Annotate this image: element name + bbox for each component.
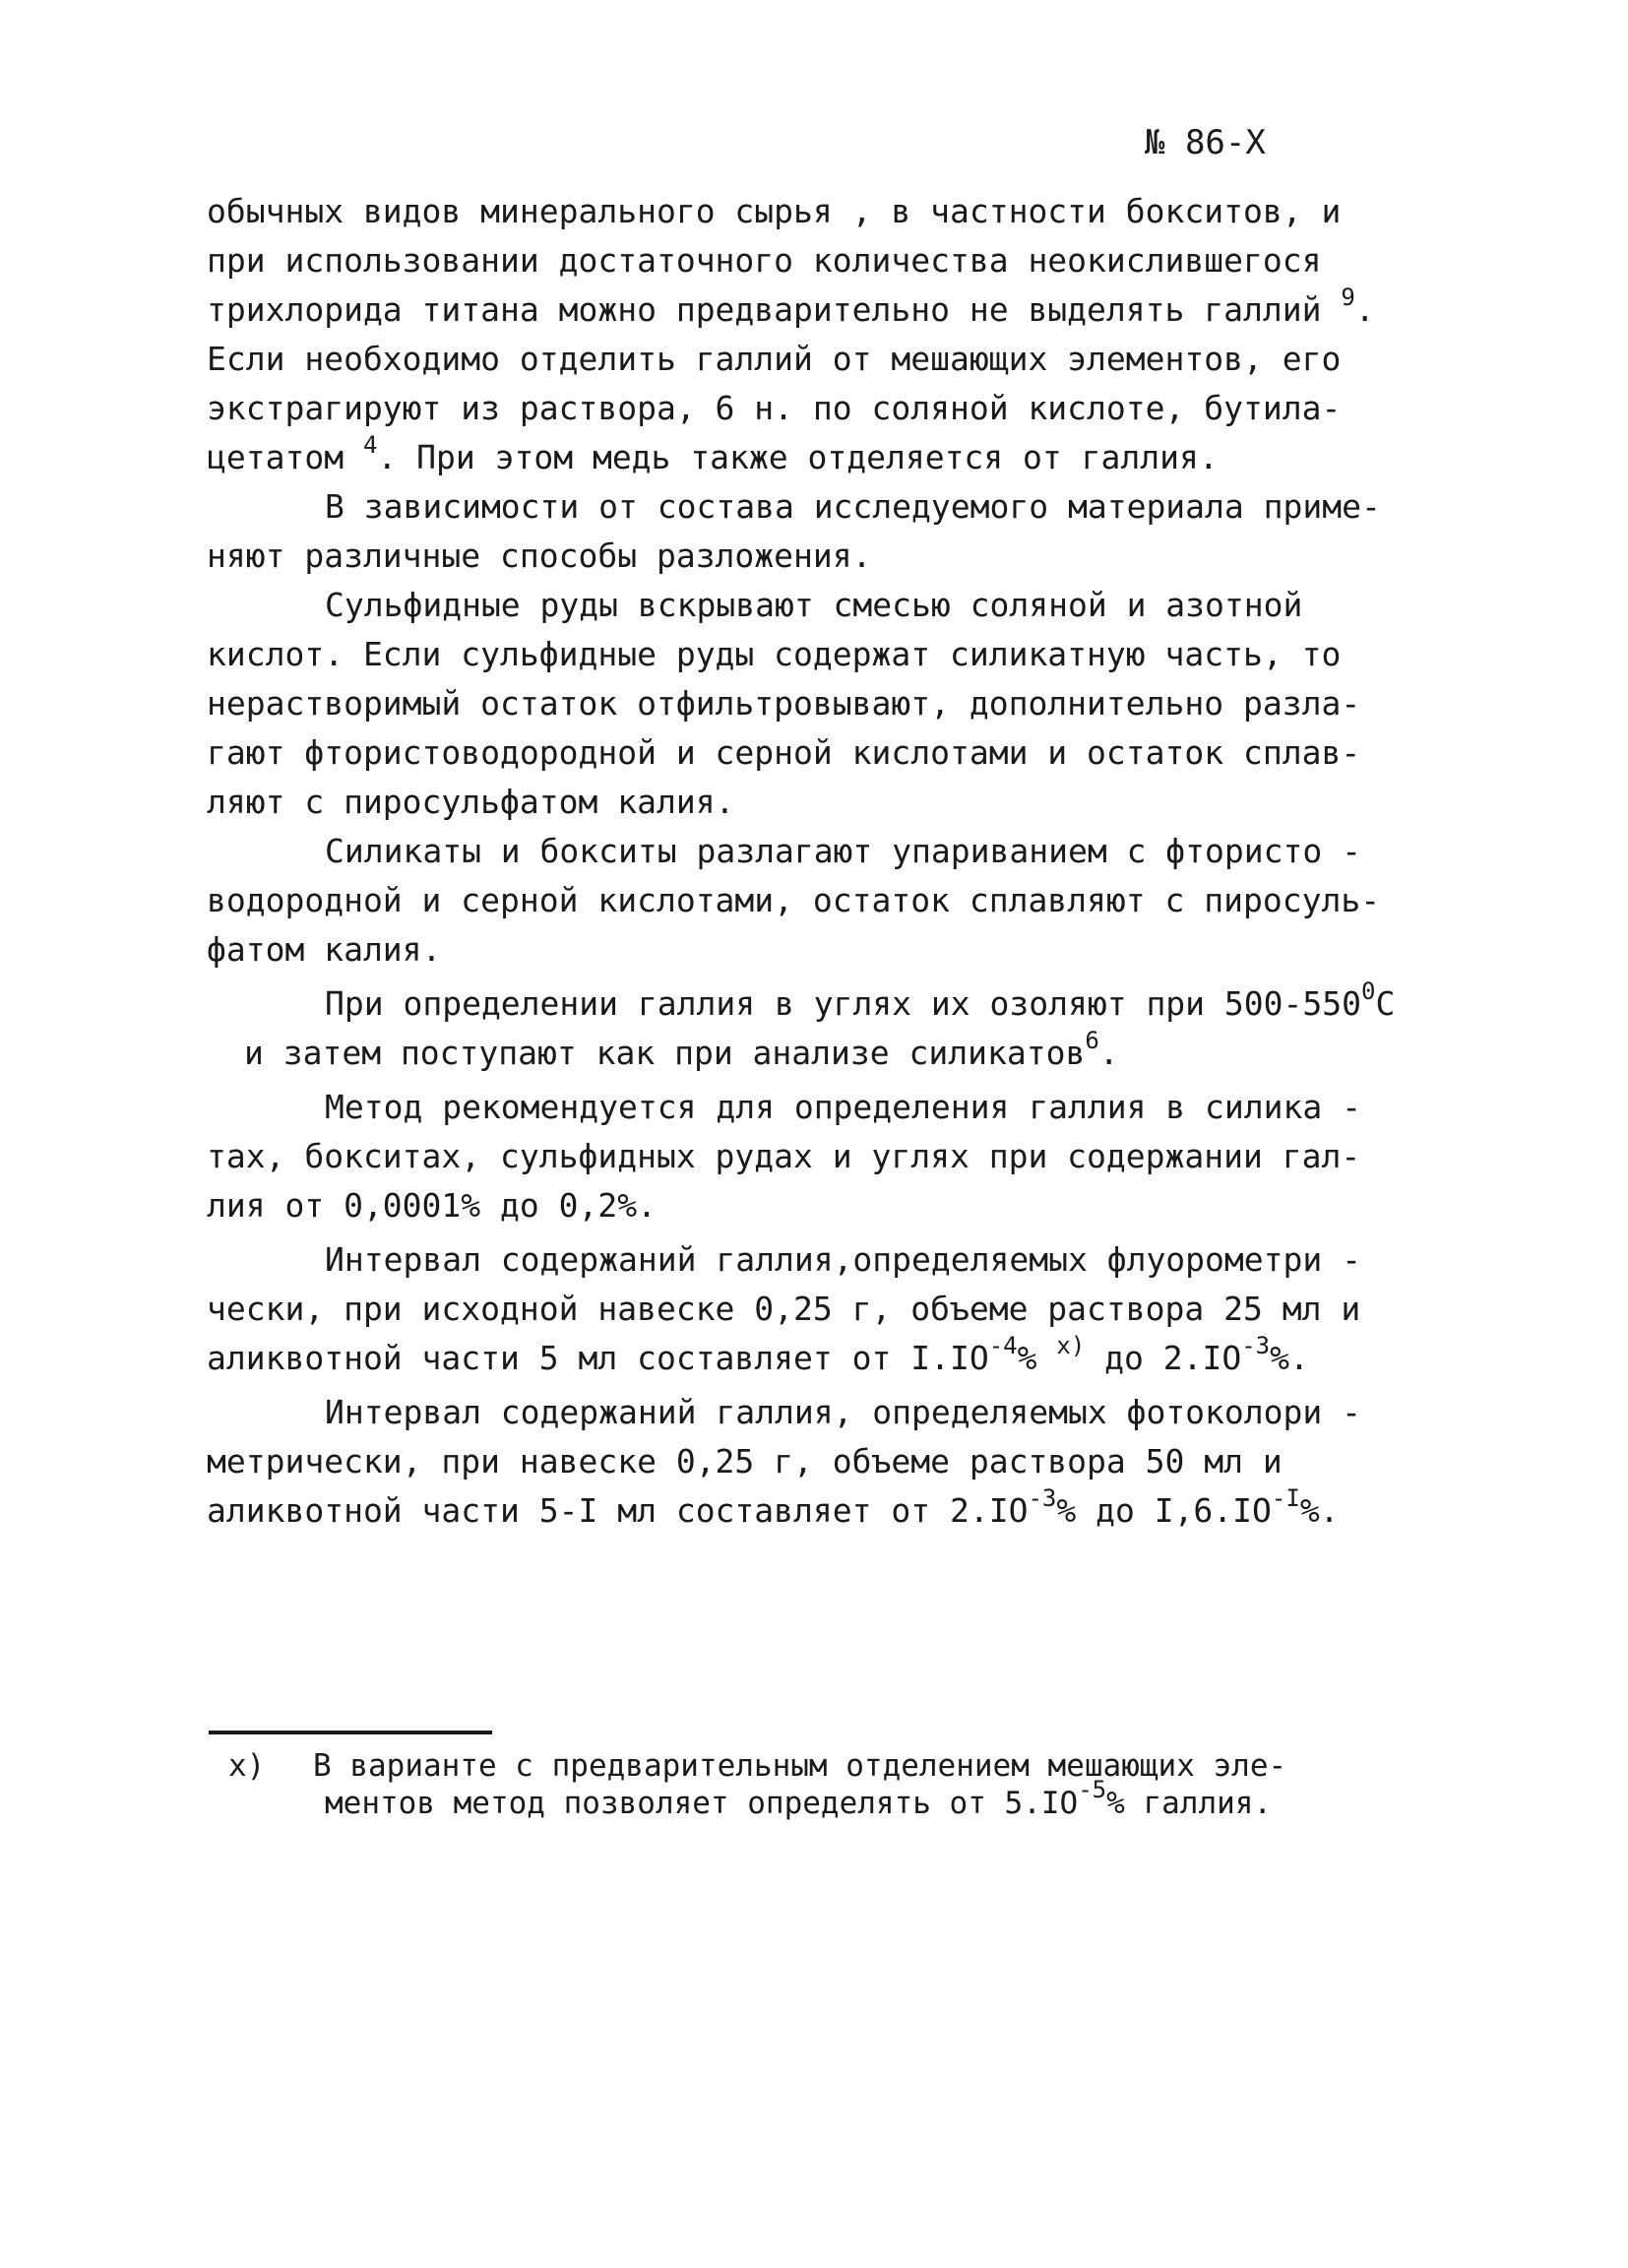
text-line: обычных видов минерального сырья , в частности бокситов, и: [207, 192, 1342, 230]
text-line: водородной и серной кислотами, остаток сплавляют с пиросуль-: [207, 881, 1381, 919]
text-line: При определении галлия в углях их озоляют при $500-550^0С$: [325, 977, 1396, 1023]
text-line: гают фтористоводородной и серной кислотами и остаток сплав-: [207, 733, 1361, 772]
exponent-superscript: -3: [1028, 1484, 1057, 1512]
text-line: фатом калия.: [207, 930, 442, 969]
reference-superscript: 4: [362, 431, 378, 459]
footnote-text: ментов метод позволяет определять от $5.IO^{-5}\%$ галлия.: [325, 1776, 1273, 1821]
text-line: В зависимости от состава исследуемого материала приме-: [325, 487, 1381, 526]
text-line: чески, при исходной навеске 0,25 г, объеме раствора 25 мл и: [207, 1290, 1361, 1328]
exponent-superscript: -4: [988, 1332, 1018, 1359]
text-line: няют различные способы разложения.: [207, 536, 872, 575]
text-line: при использовании достаточного количества неокислившегося: [207, 241, 1322, 280]
text-line: нерастворимый остаток отфильтровывают, дополнительно разла-: [207, 684, 1361, 723]
text-line: тах, бокситах, сульфидных рудах и углях при содержании гал-: [207, 1137, 1361, 1175]
footnote-marker: х): [228, 1748, 266, 1784]
text-line: Силикаты и бокситы разлагают упариванием с фтористо -: [325, 832, 1361, 870]
text-line: Интервал содержаний галлия,определяемых флуорометри -: [325, 1240, 1361, 1279]
footnote-separator: [209, 1731, 492, 1734]
document-number: № 86-Х: [1145, 123, 1266, 162]
footnote-text: В варианте с предварительным отделением мешающих эле-: [313, 1748, 1287, 1784]
reference-superscript: 6: [1085, 1027, 1099, 1054]
text-line: лия от 0,0001% до 0,2%.: [207, 1186, 657, 1225]
text-line: Сульфидные руды вскрывают смесью соляной и азотной: [325, 586, 1303, 624]
text-line: Если необходимо отделить галлий от мешающих элементов, его: [207, 340, 1342, 378]
text-line: Интервал содержаний галлия, определяемых фотоколори -: [325, 1393, 1361, 1431]
text-line: ляют с пиросульфатом калия.: [207, 783, 735, 821]
text-line: Метод рекомендуется для определения галлия в силика -: [325, 1088, 1361, 1126]
footnote-reference: х): [1056, 1332, 1086, 1359]
text-line: аликвотной части 5 мл составляет от $I.IO^{-4}\%$ $^{х)}$ до $2.IO^{-3}\%$.: [207, 1332, 1309, 1377]
text-line: аликвотной части 5-I мл составляет от $2.IO^{-3}\%$ до $I,6.IO^{-I}\%$.: [207, 1484, 1340, 1530]
text-line: экстрагируют из раствора, 6 н. по соляной кислоте, бутила-: [207, 389, 1342, 427]
text-line: цетатом $^4$. При этом медь также отделяется от галлия.: [207, 431, 1219, 476]
exponent-superscript: -3: [1241, 1332, 1271, 1359]
text-line: метрически, при навеске 0,25 г, объеме раствора 50 мл и: [207, 1442, 1283, 1480]
text-line: и затем поступают как при анализе силикатов$^6$.: [244, 1027, 1119, 1072]
text-line: трихлорида титана можно предварительно не выделять галлий $^9$.: [207, 284, 1375, 329]
exponent-superscript: -5: [1078, 1776, 1107, 1803]
exponent-superscript: -I: [1271, 1484, 1300, 1512]
degree-superscript: 0: [1361, 977, 1376, 1005]
text-line: кислот. Если сульфидные руды содержат силикатную часть, то: [207, 635, 1342, 673]
reference-superscript: 9: [1341, 284, 1355, 311]
